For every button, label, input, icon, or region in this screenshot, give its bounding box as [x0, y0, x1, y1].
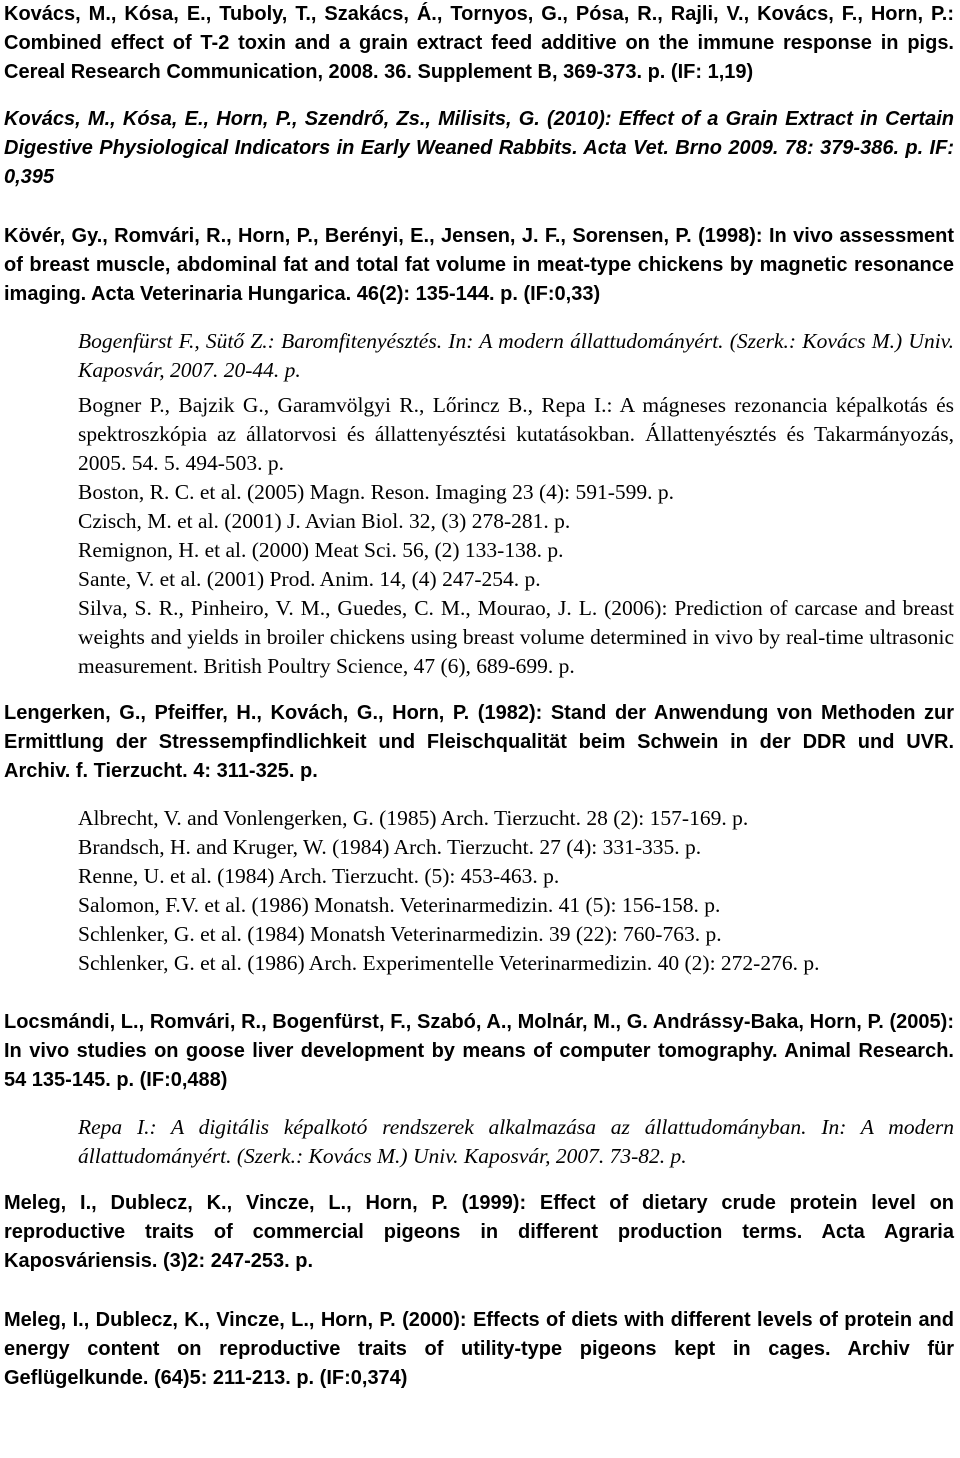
sub-reference-entry: Albrecht, V. and Vonlengerken, G. (1985) Arch. Tierzucht. 28 (2): 157-169. p.: [78, 806, 749, 830]
sub-reference-entry: Sante, V. et al. (2001) Prod. Anim. 14, (4) 247-254. p.: [78, 567, 541, 591]
reference-text: Kovács, M., Kósa, E., Tuboly, T., Szakács, Á., Tornyos, G., Pósa, R., Rajli, V., Kovács, F., Horn, P.: Combined effect of T-2 toxin and a grain extract feed additive on the immune response in pigs. Cereal Research Communication, 2008. 36. Supplement B, 369-373. p. (IF: 1,19): [4, 3, 954, 83]
sub-reference-entry: Boston, R. C. et al. (2005) Magn. Reson. Imaging 23 (4): 591-599. p.: [78, 480, 674, 504]
sub-reference-entry: Remignon, H. et al. (2000) Meat Sci. 56, (2) 133-138. p.: [78, 538, 564, 562]
reference-text: Lengerken, G., Pfeiffer, H., Kovách, G., Horn, P. (1982): Stand der Anwendung von Methoden zur Ermittlung der Stressempfindlichkeit und Fleischqualität beim Schwein in der DDR und UVR. Archiv. f. Tierzucht. 4: 311-325. p.: [4, 702, 954, 782]
reference-text: Locsmándi, L., Romvári, R., Bogenfürst, F., Szabó, A., Molnár, M., G. Andrássy-Baka, Horn, P. (2005): In vivo studies on goose liver development by means of computer tomography. Animal Research. 54 135-145. p. (IF:0,488): [4, 1011, 954, 1091]
reference-entry: [4, 105, 954, 192]
sub-reference-entry: Bogner P., Bajzik G., Garamvölgyi R., Lőrincz B., Repa I.: A mágneses rezonancia képalkotás és spektroszkópia az állatorvosi és állattenyésztési kutatásokban. Állattenyésztés és Takarmányozás, 2005. 54. 5. 494-503. p.: [78, 393, 954, 475]
reference-entry: [4, 699, 954, 786]
reference-text: Kovács, M., Kósa, E., Horn, P., Szendrő, Zs., Milisits, G. (2010): Effect of a Grain Extract in Certain Digestive Physiological Indicators in Early Weaned Rabbits. Acta Vet. Brno 2009. 78: 379-386. p. IF: 0,395: [4, 108, 954, 188]
reference-entry: [4, 1008, 954, 1095]
reference-entry: [4, 0, 954, 87]
sub-reference-entry: Renne, U. et al. (1984) Arch. Tierzucht. (5): 453-463. p.: [78, 864, 560, 888]
reference-text: Meleg, I., Dublecz, K., Vincze, L., Horn, P. (2000): Effects of diets with different levels of protein and energy content on reproductive traits of utility-type pigeons kept in cages. Archiv für Geflügelkunde. (64)5: 211-213. p. (IF:0,374): [4, 1309, 954, 1389]
reference-list: [4, 0, 954, 1393]
sub-reference-entry: Repa I.: A digitális képalkotó rendszerek alkalmazása az állattudományban. In: A modern állattudományért. (Szerk.: Kovács M.) Univ. Kaposvár, 2007. 73-82. p.: [78, 1115, 954, 1168]
sub-reference-entry: Salomon, F.V. et al. (1986) Monatsh. Veterinarmedizin. 41 (5): 156-158. p.: [78, 893, 721, 917]
sub-reference-entry: Schlenker, G. et al. (1984) Monatsh Veterinarmedizin. 39 (22): 760-763. p.: [78, 922, 722, 946]
reference-entry: [4, 1306, 954, 1393]
reference-text: Meleg, I., Dublecz, K., Vincze, L., Horn, P. (1999): Effect of dietary crude protein level on reproductive traits of commercial pigeons in different production terms. Acta Agraria Kaposváriensis. (3)2: 247-253. p.: [4, 1192, 954, 1272]
reference-text: Kövér, Gy., Romvári, R., Horn, P., Berényi, E., Jensen, J. F., Sorensen, P. (1998): In vivo assessment of breast muscle, abdominal fat and total fat volume in meat-type chickens by magnetic resonance imaging. Acta Veterinaria Hungarica. 46(2): 135-144. p. (IF:0,33): [4, 225, 954, 305]
sub-reference-entry: Schlenker, G. et al. (1986) Arch. Experimentelle Veterinarmedizin. 40 (2): 272-276. p.: [78, 951, 820, 975]
reference-entry: [4, 222, 954, 309]
reference-entry: [4, 1189, 954, 1276]
sub-reference-entry: Czisch, M. et al. (2001) J. Avian Biol. 32, (3) 278-281. p.: [78, 509, 571, 533]
sub-reference-entry: Silva, S. R., Pinheiro, V. M., Guedes, C. M., Mourao, J. L. (2006): Prediction of carcase and breast weights and yields in broiler chickens using breast volume determined in vivo by real-time ultrasonic measurement. British Poultry Science, 47 (6), 689-699. p.: [78, 596, 954, 678]
sub-reference-entry: Bogenfürst F., Sütő Z.: Baromfitenyésztés. In: A modern állattudományért. (Szerk.: Kovács M.) Univ. Kaposvár, 2007. 20-44. p.: [78, 329, 954, 382]
sub-reference-entry: Brandsch, H. and Kruger, W. (1984) Arch. Tierzucht. 27 (4): 331-335. p.: [78, 835, 702, 859]
